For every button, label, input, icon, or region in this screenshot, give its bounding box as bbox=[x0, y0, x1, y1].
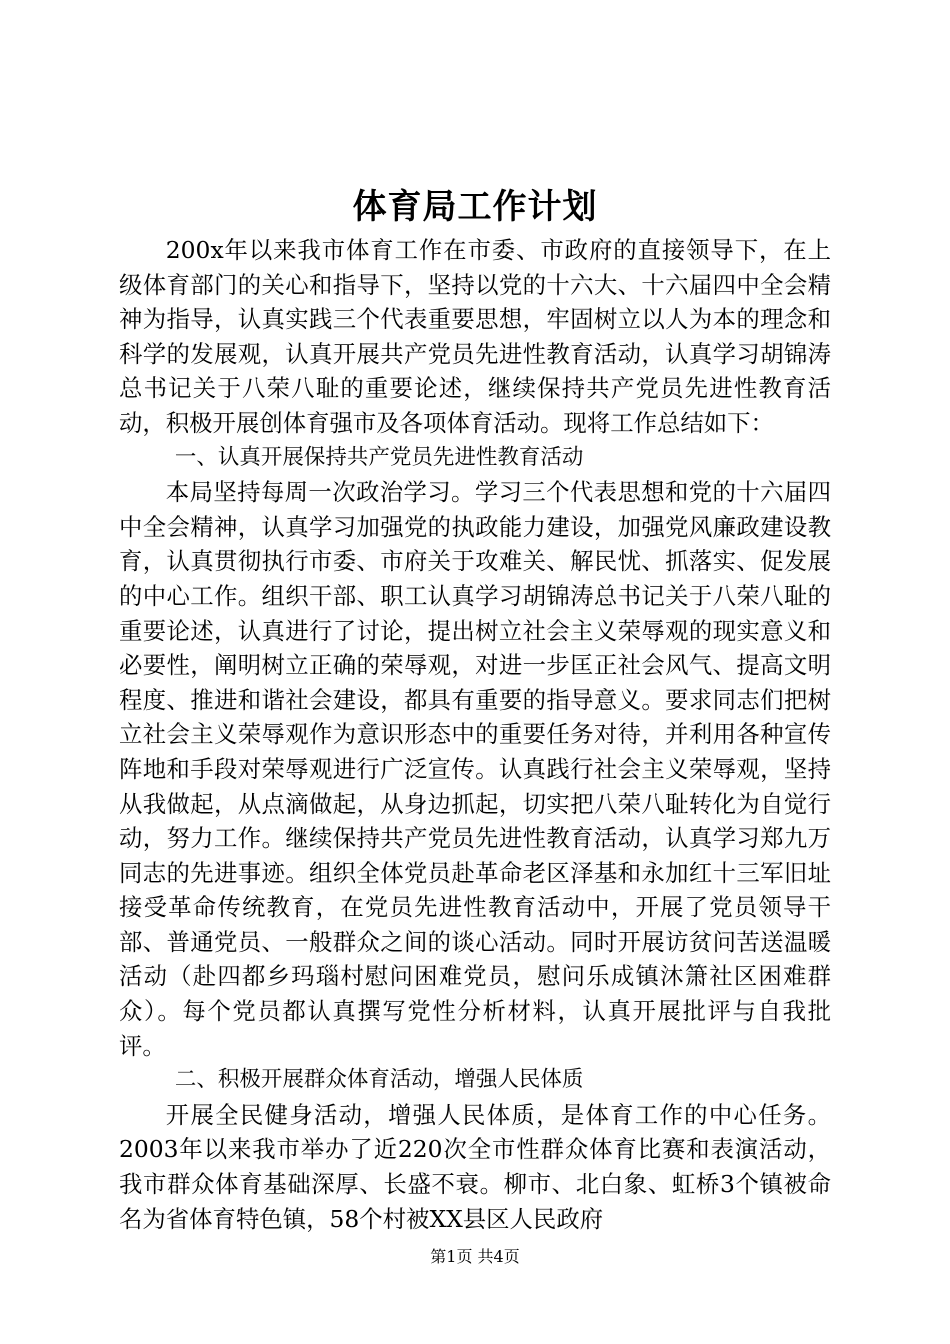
page-footer: 第1页 共4页 bbox=[430, 1247, 520, 1266]
paragraph-section-1: 本局坚持每周一次政治学习。学习三个代表思想和党的十六届四中全会精神，认真学习加强党的执政能力建设，加强党风廉政建设教育，认真贯彻执行市委、市府关于攻难关、解民忧、抓落实、促发展的中心工作。组织干部、职工认真学习胡锦涛总书记关于八荣八耻的重要论述，认真进行了讨论，提出树立社会主义荣辱观的现实意义和必要性，阐明树立正确的荣辱观，对进一步匡正社会风气、提高文明程度、推进和谐社会建设，都具有重要的指导意义。要求同志们把树立社会主义荣辱观作为意识形态中的重要任务对待，并利用各种宣传阵地和手段对荣辱观进行广泛宣传。认真践行社会主义荣辱观，坚持从我做起，从点滴做起，从身边抓起，切实把八荣八耻转化为自觉行动，努力工作。继续保持共产党员先进性教育活动，认真学习郑九万同志的先进事迹。组织全体党员赴革命老区泽基和永加红十三军旧址接受革命传统教育，在党员先进性教育活动中，开展了党员领导干部、普通党员、一般群众之间的谈心活动。同时开展访贫问苦送温暖活动（赴四都乡玛瑙村慰问困难党员，慰问乐成镇沐箫社区困难群众）。每个党员都认真撰写党性分析材料，认真开展批评与自我批评。 bbox=[119, 478, 831, 1060]
section-heading-1: 一、认真开展保持共产党员先进性教育活动 bbox=[174, 444, 584, 470]
document-body bbox=[119, 233, 831, 1236]
paragraph-intro: 200x年以来我市体育工作在市委、市政府的直接领导下，在上级体育部门的关心和指导下，坚持以党的十六大、十六届四中全会精神为指导，认真实践三个代表重要思想，牢固树立以人为本的理念和科学的发展观，认真开展共产党员先进性教育活动，认真学习胡锦涛总书记关于八荣八耻的重要论述，继续保持共产党员先进性教育活动，积极开展创体育强市及各项体育活动。现将工作总结如下： bbox=[119, 236, 831, 437]
section-heading-2: 二、积极开展群众体育活动，增强人民体质 bbox=[174, 1067, 584, 1093]
paragraph-section-2: 开展全民健身活动，增强人民体质，是体育工作的中心任务。2003年以来我市举办了近220次全市性群众体育比赛和表演活动，我市群众体育基础深厚、长盛不衰。柳市、北白象、虹桥3个镇被命名为省体育特色镇，58个村被XX县区人民政府 bbox=[119, 1100, 831, 1233]
document-title: 体育局工作计划 bbox=[352, 187, 598, 227]
